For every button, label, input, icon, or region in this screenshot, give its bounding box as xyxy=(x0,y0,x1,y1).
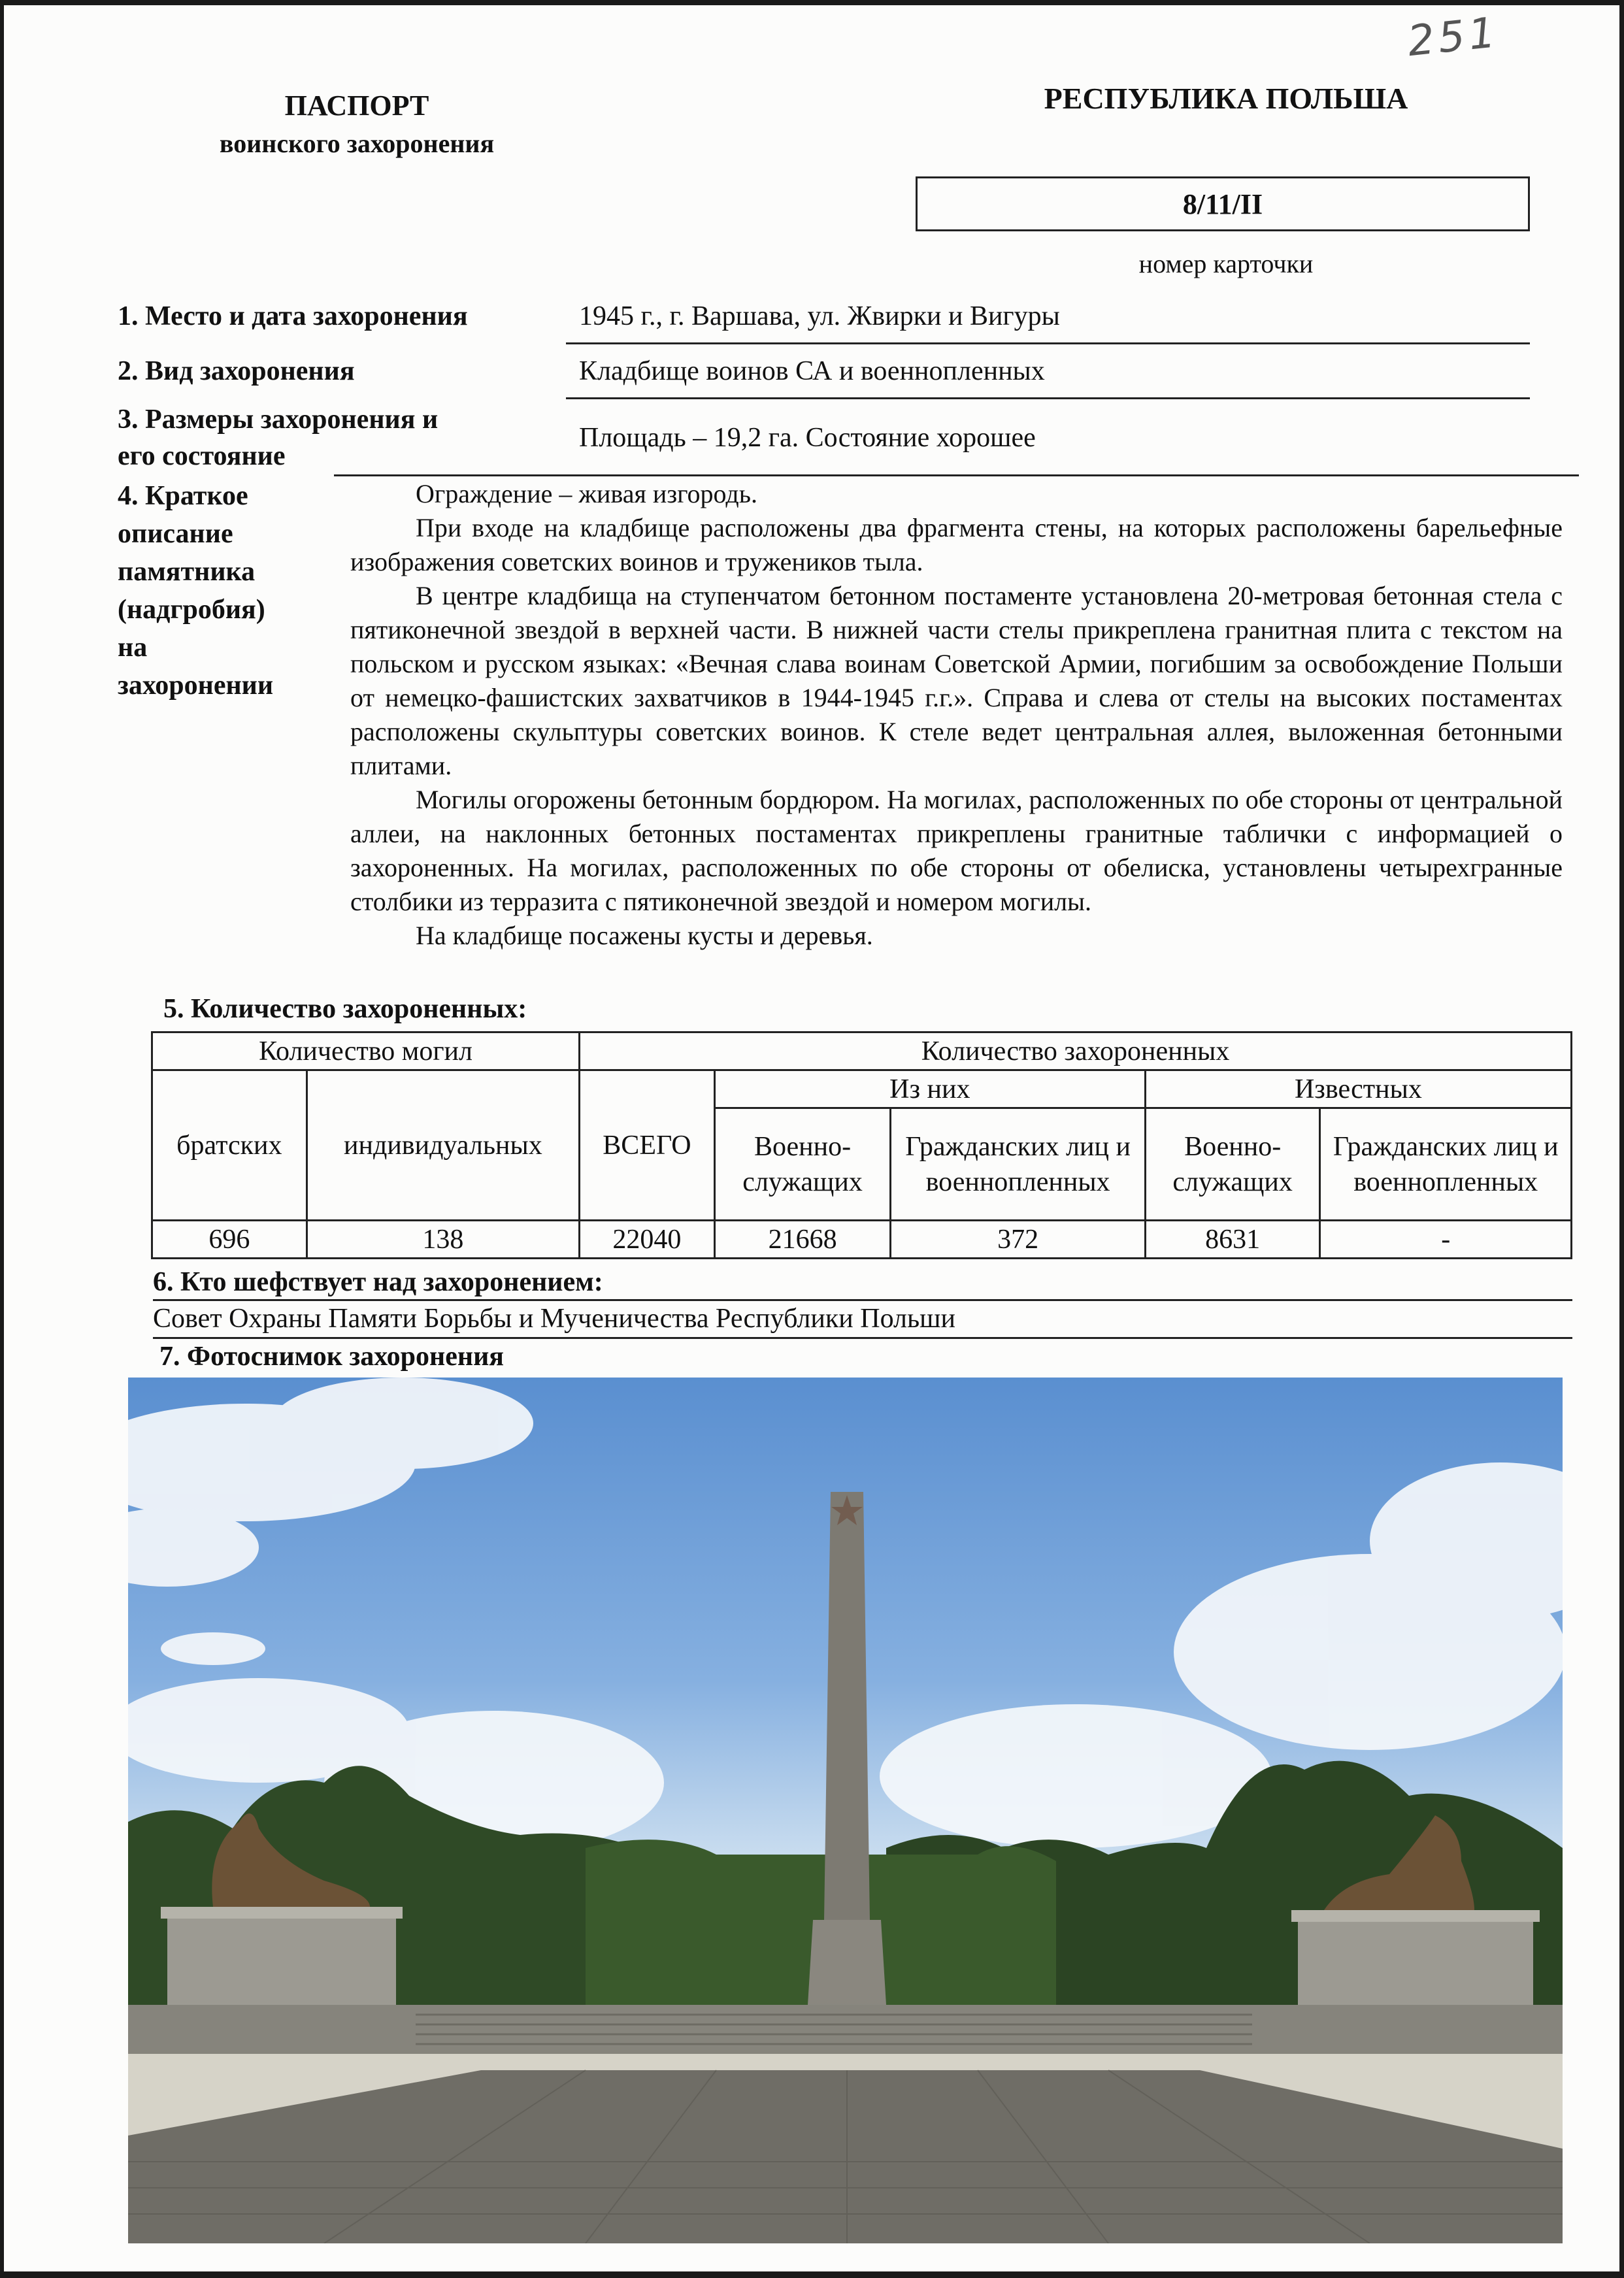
document-title: ПАСПОРТ xyxy=(284,90,429,122)
description-paragraph: Ограждение – живая изгородь. xyxy=(416,479,757,508)
field-place-date-value: 1945 г., г. Варшава, ул. Жвирки и Вигуры xyxy=(579,301,1060,331)
column-known-military: Военно-служащих xyxy=(1145,1108,1320,1221)
memorial-photo-illustration xyxy=(128,1378,1563,2243)
value-individual: 138 xyxy=(307,1221,579,1259)
left-pedestal xyxy=(167,1913,396,2011)
burial-count-table xyxy=(151,1031,1572,1259)
divider xyxy=(334,474,1579,476)
field-size-label-line2: его состояние xyxy=(118,441,286,471)
value-mass: 696 xyxy=(152,1221,307,1259)
field-photo-label: 7. Фотоснимок захоронения xyxy=(159,1342,504,1372)
column-individual: индивидуальных xyxy=(307,1070,579,1221)
handwritten-page-number: 251 xyxy=(1405,8,1502,67)
column-of-them-military: Военно-служащих xyxy=(714,1108,891,1221)
field-description-text xyxy=(350,477,1563,953)
field-type-value: Кладбище воинов СА и военнопленных xyxy=(579,356,1045,386)
header-graves: Количество могил xyxy=(152,1032,580,1070)
field-description-label: 4. Краткое описание памятника (надгробия) на захоронении xyxy=(118,481,274,701)
field-size-value: Площадь – 19,2 га. Состояние хорошее xyxy=(579,423,1036,453)
value-known-military: 8631 xyxy=(1145,1221,1320,1259)
value-known-civil: - xyxy=(1320,1221,1572,1259)
field-count-label: 5. Количество захороненных: xyxy=(163,994,527,1024)
description-paragraph: На кладбище посажены кусты и деревья. xyxy=(416,921,873,950)
column-known-civil: Гражданских лиц и военнопленных xyxy=(1320,1108,1572,1221)
header-known: Известных xyxy=(1145,1070,1571,1108)
memorial-photo xyxy=(128,1378,1563,2243)
field-size-label-line1: 3. Размеры захоронения и xyxy=(118,404,439,435)
field-patron-value: Совет Охраны Памяти Борьбы и Мученичества Республики Польши xyxy=(153,1304,955,1334)
field-type-label: 2. Вид захоронения xyxy=(118,356,355,386)
description-paragraph: При входе на кладбище расположены два фрагмента стены, на которых расположены барельефные изображения советских воинов и тружеников тыла. xyxy=(350,513,1563,576)
obelisk xyxy=(824,1492,870,1920)
field-place-date-label: 1. Место и дата захоронения xyxy=(118,301,468,331)
table-row xyxy=(152,1221,1572,1259)
value-total: 22040 xyxy=(580,1221,715,1259)
description-paragraph: В центре кладбища на ступенчатом бетонном постаменте установлена 20-метровая бетонная стела с пятиконечной звездой в верхней части. В нижней части стелы прикреплена гранитная плита с текстом на польском и русском языках: «Вечная слава воинам Советской Армии, погибшим за освобождение Польши от немецко-фашистских захватчиков в 1944-1945 г.г.». Справа и слева от стелы на высоких постаментах расположены скульптуры советских воинов. К стеле ведет центральная аллея, выложенная бетонными плитами. xyxy=(350,581,1563,780)
divider xyxy=(566,397,1530,399)
right-pedestal xyxy=(1298,1917,1533,2015)
value-of-them-military: 21668 xyxy=(714,1221,891,1259)
column-of-them-civil: Гражданских лиц и военнопленных xyxy=(891,1108,1145,1221)
header-of-them: Из них xyxy=(714,1070,1145,1108)
card-number: 8/11/II xyxy=(1182,188,1263,220)
column-mass: братских xyxy=(152,1070,307,1221)
value-of-them-civil: 372 xyxy=(891,1221,1145,1259)
card-number-label: номер карточки xyxy=(1138,249,1314,278)
column-total: ВСЕГО xyxy=(580,1070,715,1221)
divider xyxy=(566,342,1530,344)
country-heading: РЕСПУБЛИКА ПОЛЬША xyxy=(1044,82,1408,115)
field-patron-label: 6. Кто шефствует над захоронением: xyxy=(153,1267,603,1297)
document-page xyxy=(4,5,1619,2271)
header-buried: Количество захороненных xyxy=(580,1032,1572,1070)
card-number-box xyxy=(916,176,1530,231)
document-subtitle: воинского захоронения xyxy=(219,129,495,158)
description-paragraph: Могилы огорожены бетонным бордюром. На могилах, расположенных по обе стороны от центральной аллеи, на наклонных бетонных постаментах прикреплены гранитные таблички с информацией о захороненных. На могилах, расположенных по обе стороны от обелиска, установлены четырехгранные столбики из терразита с пятиконечной звездой и номером могилы. xyxy=(350,785,1563,916)
